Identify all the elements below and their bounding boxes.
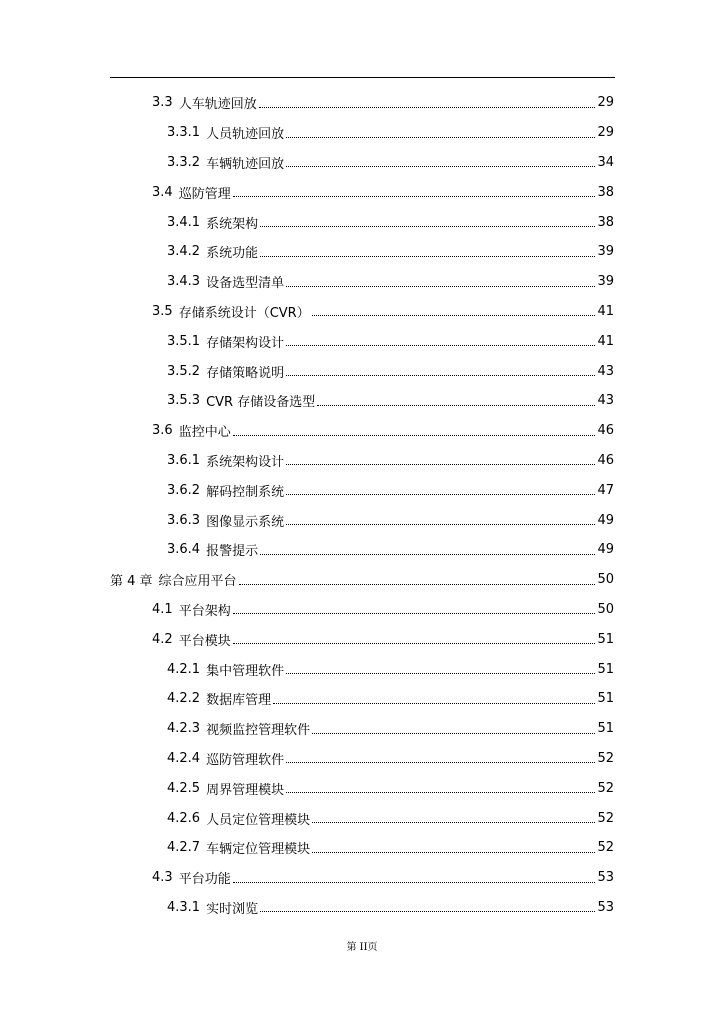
toc-dot-leader	[260, 898, 595, 912]
toc-entry-title: 实时浏览	[206, 901, 259, 917]
toc-entry-18[interactable]	[0, 624, 724, 654]
toc-entry-page: 51	[597, 631, 614, 647]
toc-entry-title: 设备选型清单	[206, 276, 285, 292]
page-number-label: 第 II页	[346, 942, 378, 953]
toc-entry-page: 50	[597, 601, 614, 617]
toc-dot-leader	[259, 94, 595, 108]
toc-entry-page: 46	[597, 423, 614, 439]
toc-entry-title: 报警提示	[206, 544, 259, 560]
toc-entry-page: 51	[597, 721, 614, 737]
toc-dot-leader	[286, 273, 595, 287]
toc-dot-leader	[286, 124, 595, 138]
toc-entry-8[interactable]	[0, 326, 724, 356]
toc-entry-page: 41	[597, 303, 614, 319]
toc-entry-9[interactable]	[0, 356, 724, 386]
toc-dot-leader	[273, 690, 595, 704]
toc-entry-title: 平台模块	[178, 633, 231, 649]
toc-entry-26[interactable]	[0, 863, 724, 893]
toc-entry-number: 4.2.7	[167, 840, 201, 856]
toc-entry-number: 3.4.2	[167, 244, 201, 260]
toc-entry-title: 人员轨迹回放	[206, 127, 285, 143]
toc-entry-page: 49	[597, 512, 614, 528]
toc-entry-number: 4.2.3	[167, 721, 201, 737]
toc-entry-page: 38	[597, 184, 614, 200]
toc-entry-page: 52	[597, 750, 614, 766]
toc-entry-page: 46	[597, 452, 614, 468]
toc-entry-title: 监控中心	[178, 425, 231, 441]
toc-entry-24[interactable]	[0, 803, 724, 833]
toc-dot-leader	[312, 809, 595, 823]
toc-entry-page: 53	[597, 870, 614, 886]
toc-entry-number: 3.3.2	[167, 154, 201, 170]
toc-entry-5[interactable]	[0, 237, 724, 267]
toc-entry-title: 视频监控管理软件	[206, 723, 311, 739]
toc-entry-number: 3.5.2	[167, 363, 201, 379]
table-of-contents	[0, 88, 724, 922]
toc-dot-leader	[286, 660, 595, 674]
toc-entry-15[interactable]	[0, 535, 724, 565]
toc-entry-number: 4.2.4	[167, 750, 201, 766]
toc-entry-page: 39	[597, 244, 614, 260]
toc-entry-13[interactable]	[0, 475, 724, 505]
toc-entry-title: 解码控制系统	[206, 484, 285, 500]
toc-entry-25[interactable]	[0, 833, 724, 863]
page-footer	[0, 938, 724, 953]
toc-entry-page: 29	[597, 125, 614, 141]
toc-entry-number: 4.2.2	[167, 691, 201, 707]
toc-dot-leader	[286, 511, 595, 525]
toc-dot-leader	[260, 213, 595, 227]
toc-entry-title: 存储策略说明	[206, 365, 285, 381]
toc-dot-leader	[233, 869, 595, 883]
toc-dot-leader	[233, 600, 595, 614]
toc-dot-leader	[317, 392, 595, 406]
toc-entry-number: 3.6.1	[167, 452, 201, 468]
toc-entry-22[interactable]	[0, 744, 724, 774]
toc-dot-leader	[286, 749, 595, 763]
toc-entry-3[interactable]	[0, 177, 724, 207]
toc-entry-page: 51	[597, 661, 614, 677]
toc-dot-leader	[286, 153, 595, 167]
toc-dot-leader	[286, 332, 595, 346]
toc-entry-16[interactable]	[0, 565, 724, 595]
toc-entry-page: 52	[597, 840, 614, 856]
toc-entry-title: 系统架构	[206, 216, 259, 232]
toc-entry-10[interactable]	[0, 386, 724, 416]
toc-dot-leader	[260, 541, 595, 555]
toc-entry-17[interactable]	[0, 595, 724, 625]
toc-dot-leader	[233, 630, 595, 644]
toc-dot-leader	[233, 183, 595, 197]
toc-entry-number: 3.3.1	[167, 125, 201, 141]
toc-dot-leader	[312, 839, 595, 853]
toc-entry-title: 集中管理软件	[206, 663, 285, 679]
toc-entry-number: 4.2.6	[167, 810, 201, 826]
toc-entry-4[interactable]	[0, 207, 724, 237]
toc-entry-number: 3.4	[152, 184, 173, 200]
toc-entry-21[interactable]	[0, 714, 724, 744]
toc-entry-1[interactable]	[0, 118, 724, 148]
toc-dot-leader	[260, 243, 595, 257]
toc-entry-title: CVR 存储设备选型	[206, 395, 316, 411]
toc-entry-page: 52	[597, 780, 614, 796]
toc-entry-page: 49	[597, 542, 614, 558]
toc-dot-leader	[233, 422, 595, 436]
toc-entry-number: 3.3	[152, 95, 173, 111]
toc-entry-title: 数据库管理	[206, 693, 272, 709]
toc-entry-title: 图像显示系统	[206, 514, 285, 530]
toc-entry-title: 平台架构	[178, 603, 231, 619]
toc-entry-title: 系统架构设计	[206, 454, 285, 470]
toc-entry-2[interactable]	[0, 148, 724, 178]
toc-entry-page: 51	[597, 691, 614, 707]
toc-entry-title: 存储架构设计	[206, 335, 285, 351]
toc-entry-19[interactable]	[0, 654, 724, 684]
toc-entry-page: 43	[597, 363, 614, 379]
toc-entry-11[interactable]	[0, 416, 724, 446]
toc-entry-title: 巡防管理	[178, 186, 231, 202]
toc-entry-title: 周界管理模块	[206, 782, 285, 798]
toc-entry-page: 53	[597, 899, 614, 915]
toc-dot-leader	[239, 571, 595, 585]
toc-dot-leader	[286, 451, 595, 465]
toc-entry-title: 车辆定位管理模块	[206, 842, 311, 858]
toc-entry-number: 3.6	[152, 423, 173, 439]
toc-entry-page: 34	[597, 154, 614, 170]
toc-entry-number: 4.2.1	[167, 661, 201, 677]
toc-entry-number: 4.3.1	[167, 899, 201, 915]
toc-entry-title: 综合应用平台	[158, 574, 237, 590]
toc-entry-14[interactable]	[0, 505, 724, 535]
toc-entry-number: 3.5	[152, 303, 173, 319]
toc-entry-number: 3.4.1	[167, 214, 201, 230]
toc-entry-title: 系统功能	[206, 246, 259, 262]
toc-entry-number: 4.3	[152, 870, 173, 886]
toc-entry-12[interactable]	[0, 446, 724, 476]
toc-entry-page: 43	[597, 393, 614, 409]
toc-entry-title: 巡防管理软件	[206, 752, 285, 768]
toc-entry-title: 存储系统设计（CVR）	[178, 305, 310, 321]
toc-entry-20[interactable]	[0, 684, 724, 714]
toc-entry-page: 29	[597, 95, 614, 111]
toc-entry-6[interactable]	[0, 267, 724, 297]
toc-entry-page: 47	[597, 482, 614, 498]
toc-entry-number: 4.2	[152, 631, 173, 647]
toc-entry-number: 4.1	[152, 601, 173, 617]
toc-entry-title: 人车轨迹回放	[178, 97, 257, 113]
toc-entry-page: 38	[597, 214, 614, 230]
toc-entry-title: 平台功能	[178, 872, 231, 888]
toc-entry-page: 50	[597, 572, 614, 588]
toc-entry-0[interactable]	[0, 88, 724, 118]
toc-entry-number: 3.5.3	[167, 393, 201, 409]
toc-entry-title: 人员定位管理模块	[206, 812, 311, 828]
toc-dot-leader	[286, 362, 595, 376]
toc-entry-title: 车辆轨迹回放	[206, 156, 285, 172]
toc-entry-23[interactable]	[0, 773, 724, 803]
toc-entry-27[interactable]	[0, 893, 724, 923]
toc-entry-page: 41	[597, 333, 614, 349]
toc-entry-number: 3.6.2	[167, 482, 201, 498]
toc-dot-leader	[312, 302, 595, 316]
toc-entry-page: 52	[597, 810, 614, 826]
toc-entry-number: 3.6.4	[167, 542, 201, 558]
toc-entry-number: 4.2.5	[167, 780, 201, 796]
toc-dot-leader	[286, 779, 595, 793]
toc-entry-number: 3.5.1	[167, 333, 201, 349]
toc-entry-7[interactable]	[0, 297, 724, 327]
toc-entry-page: 39	[597, 274, 614, 290]
toc-entry-number: 3.6.3	[167, 512, 201, 528]
toc-dot-leader	[312, 720, 595, 734]
toc-entry-number: 3.4.3	[167, 274, 201, 290]
header-rule	[110, 77, 615, 78]
toc-entry-number: 第 4 章	[110, 574, 153, 590]
toc-dot-leader	[286, 481, 595, 495]
